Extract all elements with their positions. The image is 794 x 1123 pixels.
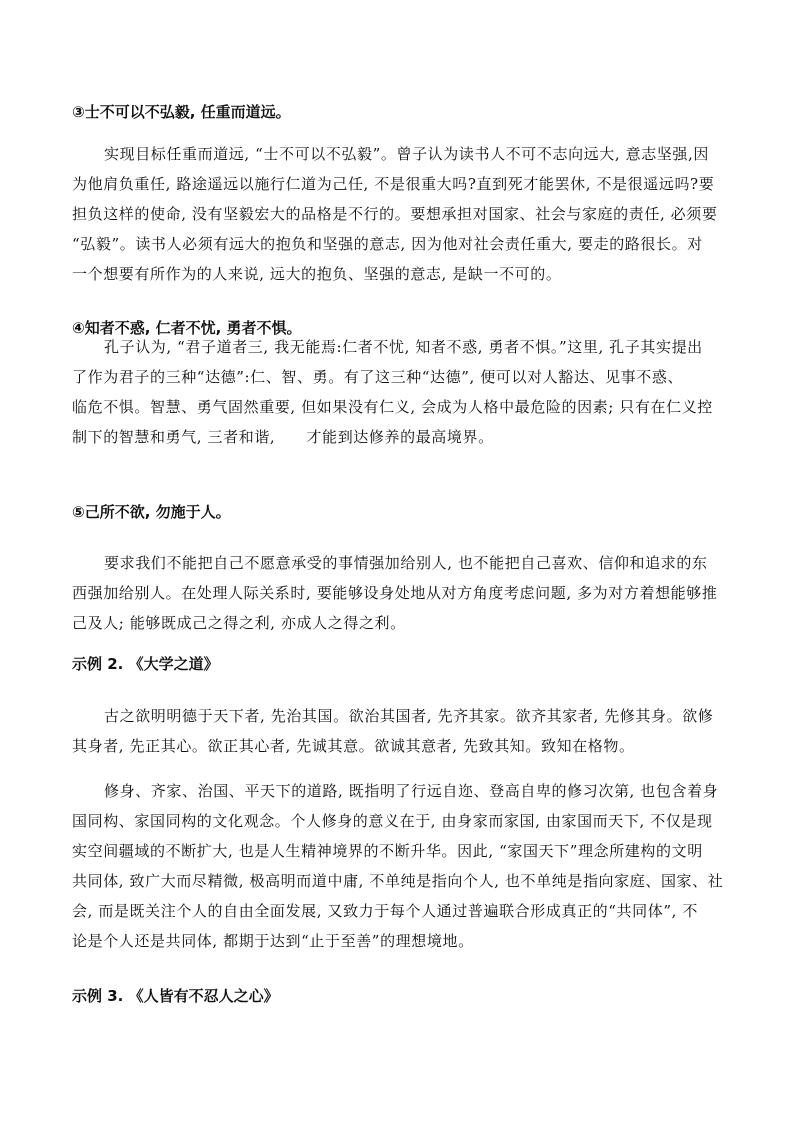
paragraph-jisuobuyu: [72, 548, 732, 638]
paragraph-line: 要求我们不能把自己不愿意承受的事情强加给别人, 也不能把自己喜欢、信仰和追求的东: [104, 554, 708, 572]
paragraph-daxue-quote: [72, 701, 732, 761]
paragraph-line: 一个想要有所作为的人来说, 远大的抱负、坚强的意志, 是缺一不可的。: [72, 265, 562, 283]
paragraph-line: 为他肩负重任, 路途遥远以施行仁道为己任, 不是很重大吗?直到死才能罢休, 不是很遥远吗?要: [72, 175, 715, 193]
paragraph-line: 孔子认为, “君子道者三, 我无能焉:仁者不忧, 知者不惑, 勇者不惧。”这里, 孔子其实提出: [104, 338, 703, 356]
paragraph-line: 古之欲明明德于天下者, 先治其国。欲治其国者, 先齐其家。欲齐其家者, 先修其身。欲修: [104, 707, 714, 725]
paragraph-line: 了作为君子的三种“达德”:仁、智、勇。有了这三种“达德”, 便可以对人豁达、见事不惑、: [72, 368, 684, 386]
paragraph-dade: [72, 332, 732, 452]
paragraph-line: 会, 而是既关注个人的自由全面发展, 又致力于每个人通过普遍联合形成真正的“共同体”, 不: [72, 902, 698, 920]
example-heading-2: 示例 2. 《大学之道》: [72, 655, 219, 673]
paragraph-line: 西强加给别人。在处理人际关系时, 要能够设身处地从对方角度考虑问题, 多为对方着想能够推: [72, 584, 718, 602]
paragraph-line: 实空间疆域的不断扩大, 也是人生精神境界的不断升华。因此, “家国天下”理念所建构的文明: [72, 842, 703, 860]
paragraph-line: 己及人; 能够既成己之得之利, 亦成人之得之利。: [72, 614, 406, 632]
paragraph-line: 共同体, 致广大而尽精微, 极高明而道中庸, 不单纯是指向个人, 也不单纯是指向家庭、国家、社: [72, 872, 724, 890]
paragraph-line: 论是个人还是共同体, 都期于达到“止于至善”的理想境地。: [72, 932, 474, 950]
paragraph-line: 制下的智慧和勇气, 三者和谐, 才能到达修养的最高境界。: [72, 428, 494, 446]
example-heading-3: 示例 3. 《人皆有不忍人之心》: [72, 987, 279, 1005]
paragraph-line: 担负这样的使命, 没有坚毅宏大的品格是不行的。要想承担对国家、社会与家庭的责任, 必须要: [72, 205, 718, 223]
paragraph-line: 临危不惧。智慧、勇气固然重要, 但如果没有仁义, 会成为人格中最危险的因素; 只有在仁义控: [72, 398, 713, 416]
paragraph-line: 修身、齐家、治国、平天下的道路, 既指明了行远自迩、登高自卑的修习次第, 也包含着身: [104, 782, 719, 800]
section-heading-4: ④知者不惑, 仁者不忧, 勇者不惧。: [72, 319, 302, 337]
paragraph-line: 实现目标任重而道远, “士不可以不弘毅”。曾子认为读书人不可不志向远大, 意志坚强,因: [104, 145, 709, 163]
paragraph-hongyi: [72, 139, 732, 289]
section-heading-5: ⑤己所不欲, 勿施于人。: [72, 503, 231, 521]
section-heading-3: ③士不可以不弘毅, 任重而道远。: [72, 103, 291, 121]
paragraph-line: “弘毅”。读书人必须有远大的抱负和坚强的意志, 因为他对社会责任重大, 要走的路很长。对: [72, 235, 703, 253]
paragraph-line: 国同构、家国同构的文化观念。个人修身的意义在于, 由身家而家国, 由家国而天下, 不仅是现: [72, 812, 713, 830]
paragraph-line: 其身者, 先正其心。欲正其心者, 先诚其意。欲诚其意者, 先致其知。致知在格物。: [72, 737, 635, 755]
paragraph-daxue-commentary: [72, 776, 732, 956]
